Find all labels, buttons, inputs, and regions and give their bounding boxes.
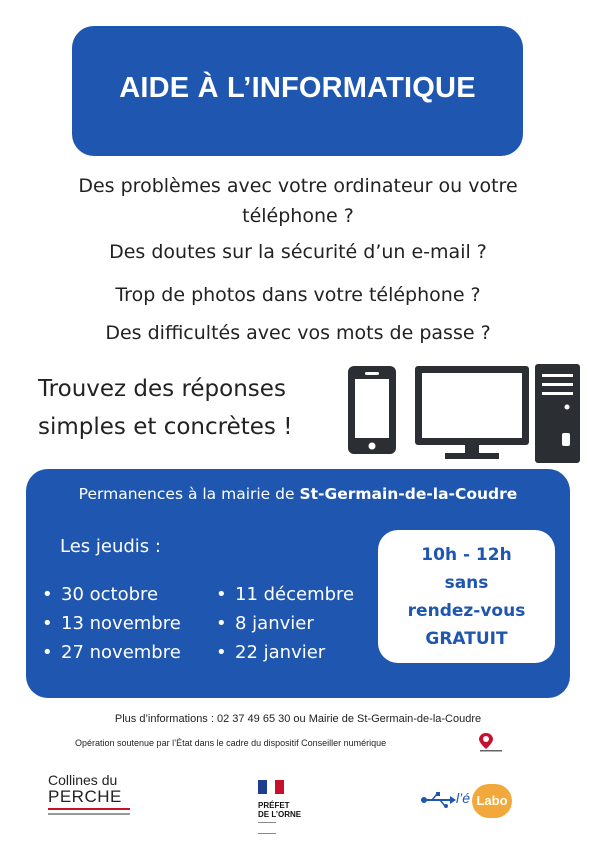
- question-phone: téléphone ?: [242, 205, 354, 227]
- no-appointment-line-1: sans: [444, 573, 489, 593]
- tagline: [38, 370, 292, 446]
- monitor-icon: [415, 366, 529, 459]
- usb-icon: [420, 792, 456, 808]
- logo-prefet-line-2: DE L’ORNE: [258, 810, 302, 819]
- question-computer-problems: Des problèmes avec votre ordinateur ou votre: [78, 175, 518, 197]
- date-item: • 13 novembre: [42, 609, 181, 638]
- logo-collines-subline: [48, 813, 130, 815]
- devices-illustration: [345, 362, 585, 466]
- price-label: GRATUIT: [425, 629, 508, 649]
- hours-range: 10h - 12h: [421, 545, 512, 565]
- dates-list-left: [42, 580, 181, 667]
- support-line: Opération soutenue par l’État dans le cadre du dispositif Conseiller numérique: [75, 738, 387, 748]
- day-label: Les jeudis :: [60, 536, 161, 557]
- date-item: • 27 novembre: [42, 638, 181, 667]
- prefet-orne-logo: [258, 780, 301, 834]
- location-pin-icon: [478, 731, 504, 753]
- logo-collines-line-1: Collines du: [48, 772, 118, 788]
- permanences-prefix: Permanences à la mairie de: [78, 485, 295, 503]
- page-title: AIDE À L’INFORMATIQUE: [119, 72, 476, 104]
- smartphone-icon: [348, 366, 396, 454]
- tagline-line-1: Trouvez des réponses: [38, 376, 286, 402]
- logo-collines-underline: [48, 808, 130, 810]
- date-item: • 11 décembre: [216, 580, 354, 609]
- logo-prefet-motto: [258, 822, 276, 834]
- computer-tower-icon: [535, 364, 580, 463]
- dates-list-right: [216, 580, 354, 667]
- question-email-security: Des doutes sur la sécurité d’un e-mail ?: [109, 241, 487, 263]
- date-item: • 8 janvier: [216, 609, 354, 638]
- more-info-line: Plus d’informations : 02 37 49 65 30 ou Mairie de St-Germain-de-la-Coudre: [114, 713, 482, 725]
- logo-elabo-prefix: l’é: [456, 790, 471, 806]
- question-passwords: Des difficultés avec vos mots de passe ?: [105, 322, 491, 344]
- hours-text: [378, 541, 555, 653]
- tagline-line-2: simples et concrètes !: [38, 414, 293, 440]
- collines-du-perche-logo: [48, 773, 138, 815]
- logo-elabo-word: Labo: [476, 793, 508, 808]
- date-item: • 30 octobre: [42, 580, 181, 609]
- logo-prefet-line-1: PRÉFET: [258, 801, 290, 810]
- logo-collines-line-2: PERCHE: [48, 787, 122, 806]
- french-flag-icon: [258, 780, 284, 794]
- date-item: • 22 janvier: [216, 638, 354, 667]
- question-photos: Trop de photos dans votre téléphone ?: [115, 284, 481, 306]
- permanences-place: St-Germain-de-la-Coudre: [299, 485, 518, 503]
- permanences-heading: [26, 485, 570, 503]
- no-appointment-line-2: rendez-vous: [407, 601, 526, 621]
